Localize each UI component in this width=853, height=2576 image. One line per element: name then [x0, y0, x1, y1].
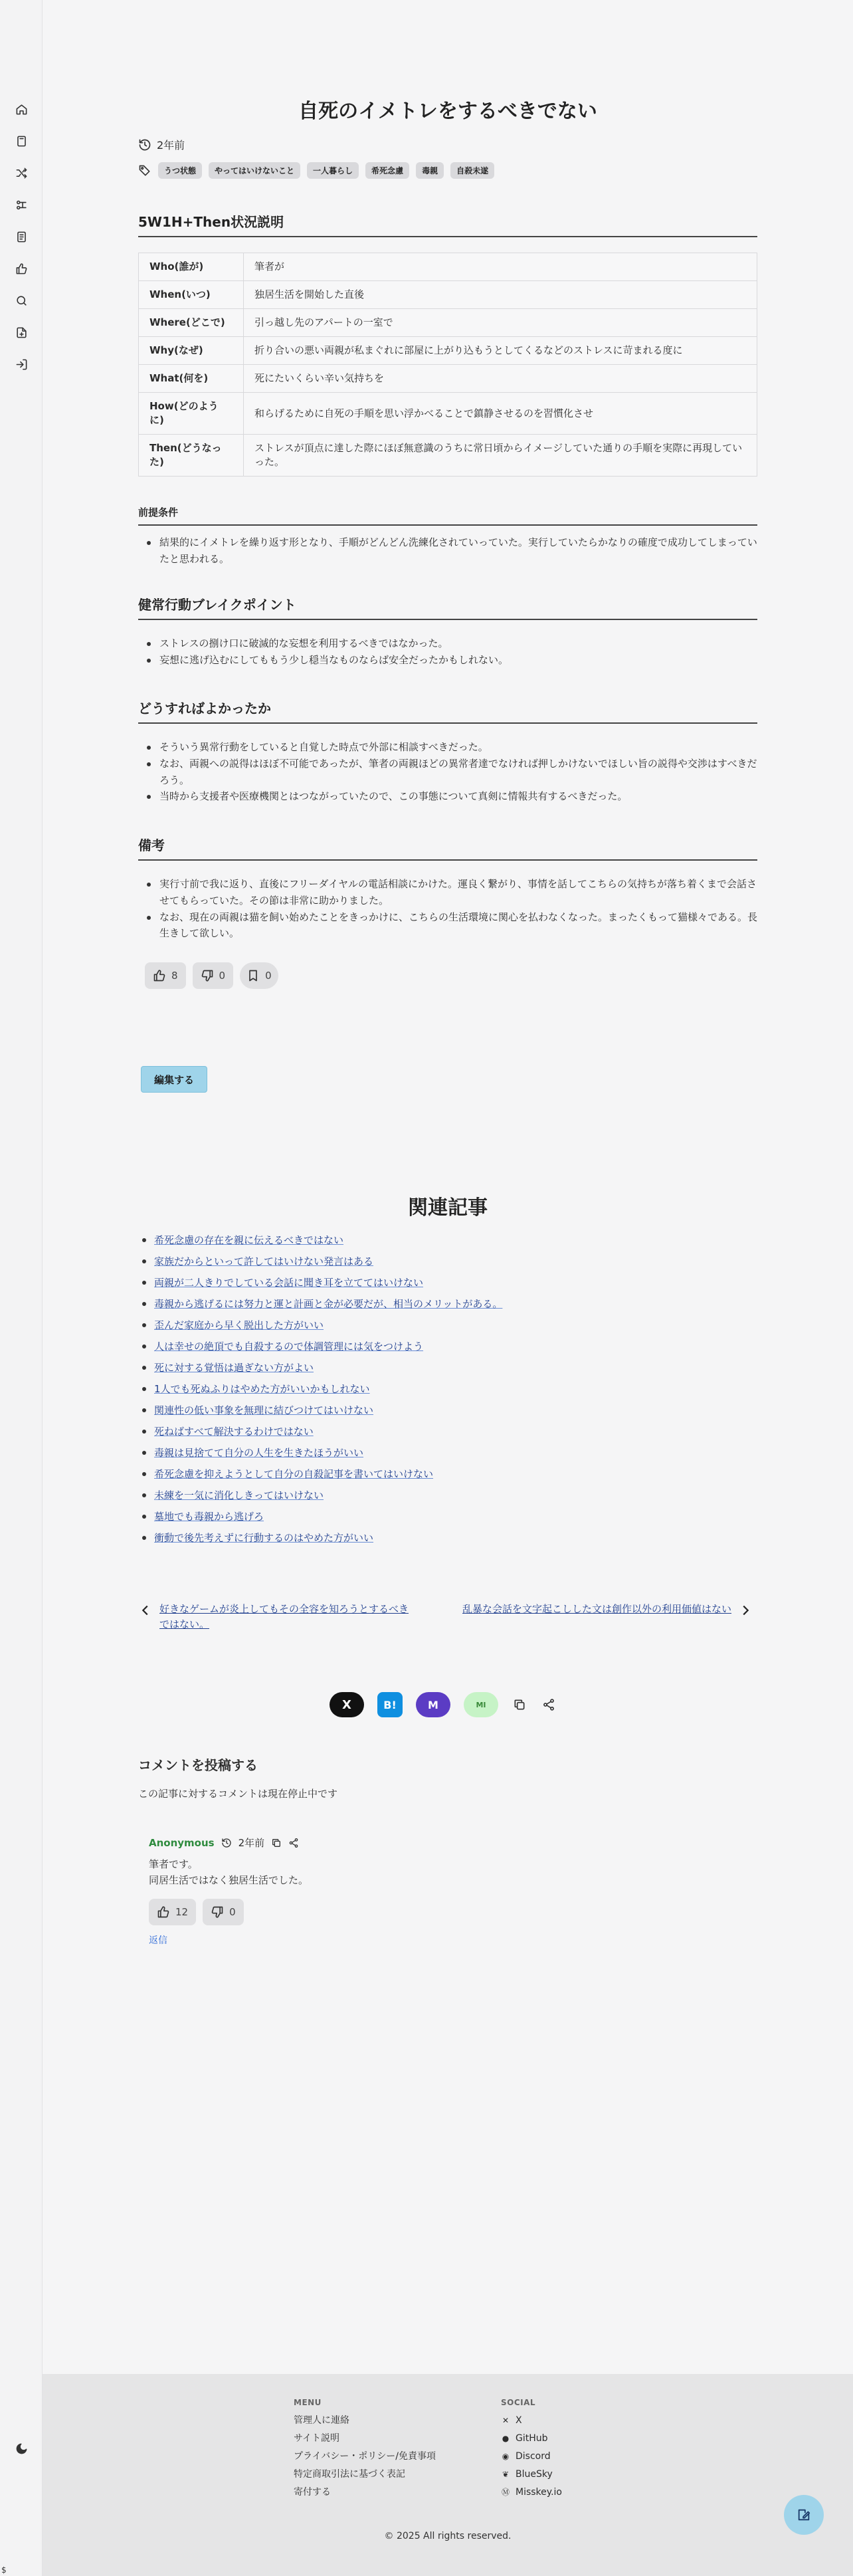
table-key: Where(どこで) — [139, 309, 244, 337]
next-article-link[interactable]: 乱暴な会話を文字起こしした文は創作以外の利用価値はない — [462, 1603, 732, 1615]
footer-social-x[interactable] — [501, 2412, 562, 2430]
list-item — [138, 1357, 757, 1378]
footer-link[interactable]: サイト説明 — [294, 2433, 340, 2444]
related-link[interactable]: 希死念慮の存在を親に伝えるべきではない — [154, 1234, 344, 1246]
section-heading-premise: 前提条件 — [138, 505, 757, 526]
related-link[interactable]: 歪んだ家庭から早く脱出した方がいい — [154, 1319, 324, 1331]
table-key: What(何を) — [139, 365, 244, 393]
premise-list — [138, 534, 757, 568]
list-item — [138, 1272, 757, 1293]
section-heading-breakpoint: 健常行動ブレイクポイント — [138, 594, 757, 620]
table-key: Then(どうなった) — [139, 435, 244, 477]
comments-disabled-note: この記事に対するコメントは現在停止中です — [138, 1788, 338, 1800]
prev-article-link[interactable]: 好きなゲームが炎上してもその全容を知ろうとするべきではない。 — [159, 1603, 409, 1630]
new-post-icon[interactable] — [13, 324, 29, 340]
table-key: When(いつ) — [139, 281, 244, 309]
github-icon: ● — [502, 2434, 510, 2443]
comments-heading: コメントを投稿する — [138, 1757, 258, 1773]
copyright: © 2025 All rights reserved. — [384, 2531, 512, 2541]
footer-social — [501, 2394, 562, 2502]
footer-social-label: Discord — [516, 2451, 551, 2462]
thumbs-up-icon — [153, 969, 166, 982]
related-link[interactable]: 衝動で後先考えずに行動するのはやめた方がいい — [154, 1532, 374, 1544]
comment-dislike-button[interactable] — [203, 1899, 244, 1925]
tags-icon[interactable] — [13, 197, 29, 213]
better-list — [138, 739, 757, 805]
table-row — [139, 309, 757, 337]
thumbs-up-icon — [157, 1905, 170, 1919]
archive-icon[interactable] — [13, 133, 29, 149]
list-item: 実行寸前で我に返り、直後にフリーダイヤルの電話相談にかけた。運良く繋がり、事情を話してこちらの気持ちが落ち着くまで会話させてもらっていた。その節は非常に助かりました。 — [138, 876, 757, 909]
list-item: ストレスの捌け口に破滅的な妄想を利用するべきではなかった。 — [138, 635, 757, 652]
thumbs-down-icon — [201, 969, 214, 982]
theme-toggle-icon[interactable] — [13, 2440, 29, 2456]
related-link[interactable]: 死に対する覚悟は過ぎない方がよい — [154, 1362, 314, 1374]
share-hatena-button[interactable]: B! — [377, 1692, 403, 1717]
table-value: 引っ越し先のアパートの一室で — [244, 309, 757, 337]
copy-link-button[interactable] — [512, 1692, 527, 1717]
share-row — [330, 1692, 557, 1717]
side-nav — [0, 0, 43, 2576]
list-item: 当時から支援者や医療機関とはつながっていたので、この事態について真剣に情報共有するべきだった。 — [138, 788, 757, 805]
comment-line: 筆者です。 — [149, 1858, 198, 1870]
home-icon[interactable] — [13, 101, 29, 117]
footer-social-heading: SOCIAL — [501, 2398, 536, 2407]
breakpoint-list — [138, 635, 757, 669]
notes-list — [138, 876, 757, 942]
section-heading-5w1h: 5W1H+Then状況説明 — [138, 211, 757, 237]
comment-vote-row — [149, 1899, 747, 1925]
footer-link[interactable]: 特定商取引法に基づく表記 — [294, 2469, 405, 2480]
list-item — [138, 1421, 757, 1442]
related-link[interactable]: 希死念慮を抑えようとして自分の自殺記事を書いてはいけない — [154, 1468, 434, 1480]
bookmark-button[interactable] — [240, 962, 278, 989]
footer-menu — [294, 2394, 436, 2502]
tag-chip[interactable]: 毒親 — [416, 162, 444, 179]
5w1h-table — [138, 253, 757, 477]
footer-social-github[interactable] — [501, 2430, 562, 2448]
dislike-button[interactable] — [193, 962, 234, 989]
search-icon[interactable] — [13, 292, 29, 308]
article-vote-row — [145, 962, 278, 989]
bookmark-count: 0 — [265, 970, 272, 982]
list-item — [138, 1378, 757, 1400]
table-row — [139, 365, 757, 393]
post-time-text: 2年前 — [157, 139, 185, 152]
list-item — [138, 1336, 757, 1357]
next-article[interactable] — [462, 1602, 757, 1618]
list-item — [138, 1506, 757, 1527]
related-link[interactable]: 家族だからといって許してはいけない発言はある — [154, 1255, 374, 1267]
tag-chip[interactable]: やってはいけないこと — [209, 162, 300, 179]
related-link[interactable]: 未練を一気に消化しきってはいけない — [154, 1489, 324, 1501]
history-icon — [221, 1838, 232, 1848]
bluesky-icon: ❦ — [502, 2470, 510, 2479]
list-item — [138, 1400, 757, 1421]
footer-social-label: Misskey.io — [516, 2487, 562, 2498]
table-row — [139, 281, 757, 309]
footer-social-label: BlueSky — [516, 2469, 553, 2480]
share-icon — [542, 1698, 555, 1711]
list-item: 妄想に逃げ込むにしてももう少し穏当なものならば安全だったかもしれない。 — [138, 652, 757, 669]
list-item — [138, 1230, 757, 1251]
thumbs-down-icon — [211, 1905, 224, 1919]
related-link[interactable]: 毒親から逃げるには努力と運と計画と金が必要だが、相当のメリットがある。 — [154, 1298, 503, 1310]
comment-header — [149, 1836, 747, 1850]
share-button[interactable] — [541, 1692, 557, 1717]
tag-chip[interactable]: うつ状態 — [158, 162, 202, 179]
history-icon — [138, 138, 151, 152]
comment-body — [149, 1856, 747, 1888]
tag-chip[interactable]: 自殺未遂 — [450, 162, 494, 179]
bookmark-icon — [246, 969, 260, 982]
edit-note-icon — [797, 2508, 811, 2522]
related-link[interactable]: 死ねばすべて解決するわけではない — [154, 1426, 314, 1438]
comment-like-count: 12 — [175, 1906, 189, 1918]
share-x-button[interactable]: X — [330, 1692, 364, 1717]
table-row — [139, 435, 757, 477]
discord-icon: ◉ — [502, 2452, 510, 2461]
chevron-right-icon — [738, 1603, 753, 1618]
x-icon: ✕ — [502, 2416, 510, 2425]
tag-chip[interactable]: 一人暮らし — [307, 162, 359, 179]
table-value: ストレスが頂点に達した際にほぼ無意識のうちに常日頃からイメージしていた通りの手順を実際に再現していった。 — [244, 435, 757, 477]
tag-list — [138, 162, 494, 179]
table-value: 死にたいくらい辛い気持ちを — [244, 365, 757, 393]
table-value: 独居生活を開始した直後 — [244, 281, 757, 309]
like-button[interactable] — [145, 962, 186, 989]
section-heading-notes: 備考 — [138, 835, 757, 861]
comment-time: 2年前 — [238, 1837, 265, 1849]
like-count: 8 — [171, 970, 178, 982]
share-misskey-button[interactable]: MI — [464, 1692, 498, 1717]
table-value: 折り合いの悪い両親が私まぐれに部屋に上がり込もうとしてくるなどのストレスに苛まれる度に — [244, 337, 757, 365]
table-value: 筆者が — [244, 253, 757, 281]
footer-social-discord[interactable] — [501, 2448, 562, 2466]
edit-button[interactable]: 編集する — [141, 1066, 207, 1093]
tag-icon — [138, 164, 151, 177]
list-item — [138, 1485, 757, 1506]
table-key: Who(誰が) — [139, 253, 244, 281]
related-link[interactable]: 墓地でも毒親から逃げろ — [154, 1511, 264, 1523]
related-heading: 関連記事 — [408, 1196, 488, 1220]
related-link[interactable]: 毒親は見捨てて自分の人生を生きたほうがいい — [154, 1447, 364, 1459]
footer-link[interactable]: 寄付する — [294, 2487, 331, 2498]
list-item — [138, 1527, 757, 1549]
list-item: なお、現在の両親は猫を飼い始めたことをきっかけに、こちらの生活環境に関心を払わなくなった。まったくもって猫様々である。長生きして欲しい。 — [138, 909, 757, 942]
list-item — [138, 1251, 757, 1272]
related-list — [138, 1230, 757, 1549]
prev-article[interactable] — [138, 1602, 417, 1632]
footer-link[interactable]: 管理人に連絡 — [294, 2415, 349, 2426]
footer-social-label: GitHub — [516, 2433, 548, 2444]
section-heading-better: どうすればよかったか — [138, 698, 757, 724]
share-icon — [288, 1838, 299, 1848]
table-key: Why(なぜ) — [139, 337, 244, 365]
list-item: 結果的にイメトレを繰り返す形となり、手順がどんどん洗練化されていっていた。実行していたらかなりの確度で成功してしまっていたと思われる。 — [138, 534, 757, 568]
share-mastodon-button[interactable]: M — [416, 1692, 450, 1717]
site-footer — [43, 2374, 853, 2576]
comment-like-button[interactable] — [149, 1899, 196, 1925]
footer-menu-heading: MENU — [294, 2398, 322, 2407]
corner-glyph: $ — [1, 2565, 7, 2575]
list-item: そういう異常行動をしていると自覚した時点で外部に相談すべきだった。 — [138, 739, 757, 756]
list-item: なお、両親への説得はほぼ不可能であったが、筆者の両親ほどの異常者達でなければ押しかけないでほしい旨の説得や交渉はすべきだろう。 — [138, 756, 757, 789]
related-link[interactable]: 1人でも死ぬふりはやめた方がいいかもしれない — [154, 1383, 370, 1395]
list-item — [138, 1293, 757, 1315]
table-key: How(どのように) — [139, 393, 244, 435]
tag-chip[interactable]: 希死念慮 — [365, 162, 409, 179]
footer-link[interactable]: プライバシー・ポリシー/免責事項 — [294, 2451, 436, 2462]
footer-social-label: X — [516, 2415, 522, 2426]
comment-line: 同居生活ではなく独居生活でした。 — [149, 1874, 309, 1886]
comment-dislike-count: 0 — [229, 1906, 236, 1918]
document-icon[interactable] — [13, 229, 29, 245]
misskey-icon: Ⓜ — [501, 2488, 510, 2497]
list-item — [138, 1442, 757, 1463]
table-row — [139, 253, 757, 281]
list-item — [138, 1315, 757, 1336]
dislike-count: 0 — [219, 970, 226, 982]
shuffle-icon[interactable] — [13, 165, 29, 181]
comment-author: Anonymous — [149, 1836, 215, 1849]
footer-social-bluesky[interactable] — [501, 2466, 562, 2484]
copy-icon — [271, 1838, 282, 1848]
comment-item — [149, 1836, 747, 1947]
footer-social-misskey[interactable] — [501, 2484, 562, 2502]
thumbs-up-icon[interactable] — [13, 261, 29, 276]
login-icon[interactable] — [13, 356, 29, 372]
new-post-fab[interactable] — [784, 2495, 824, 2535]
related-link[interactable]: 両親が二人きりでしている会話に聞き耳を立ててはいけない — [154, 1277, 424, 1289]
article-title: 自死のイメトレをするべきでない — [298, 100, 597, 123]
post-time — [138, 137, 185, 152]
list-item — [138, 1463, 757, 1485]
reply-link[interactable]: 返信 — [149, 1935, 167, 1946]
related-link[interactable]: 人は幸せの絶頂でも自殺するので体調管理には気をつけよう — [154, 1341, 424, 1352]
table-value: 和らげるために自死の手順を思い浮かべることで鎮静させるのを習慣化させ — [244, 393, 757, 435]
chevron-left-icon — [138, 1603, 153, 1618]
table-row — [139, 393, 757, 435]
table-row — [139, 337, 757, 365]
copy-icon — [513, 1698, 526, 1711]
related-link[interactable]: 関連性の低い事象を無理に結びつけてはいけない — [154, 1404, 374, 1416]
